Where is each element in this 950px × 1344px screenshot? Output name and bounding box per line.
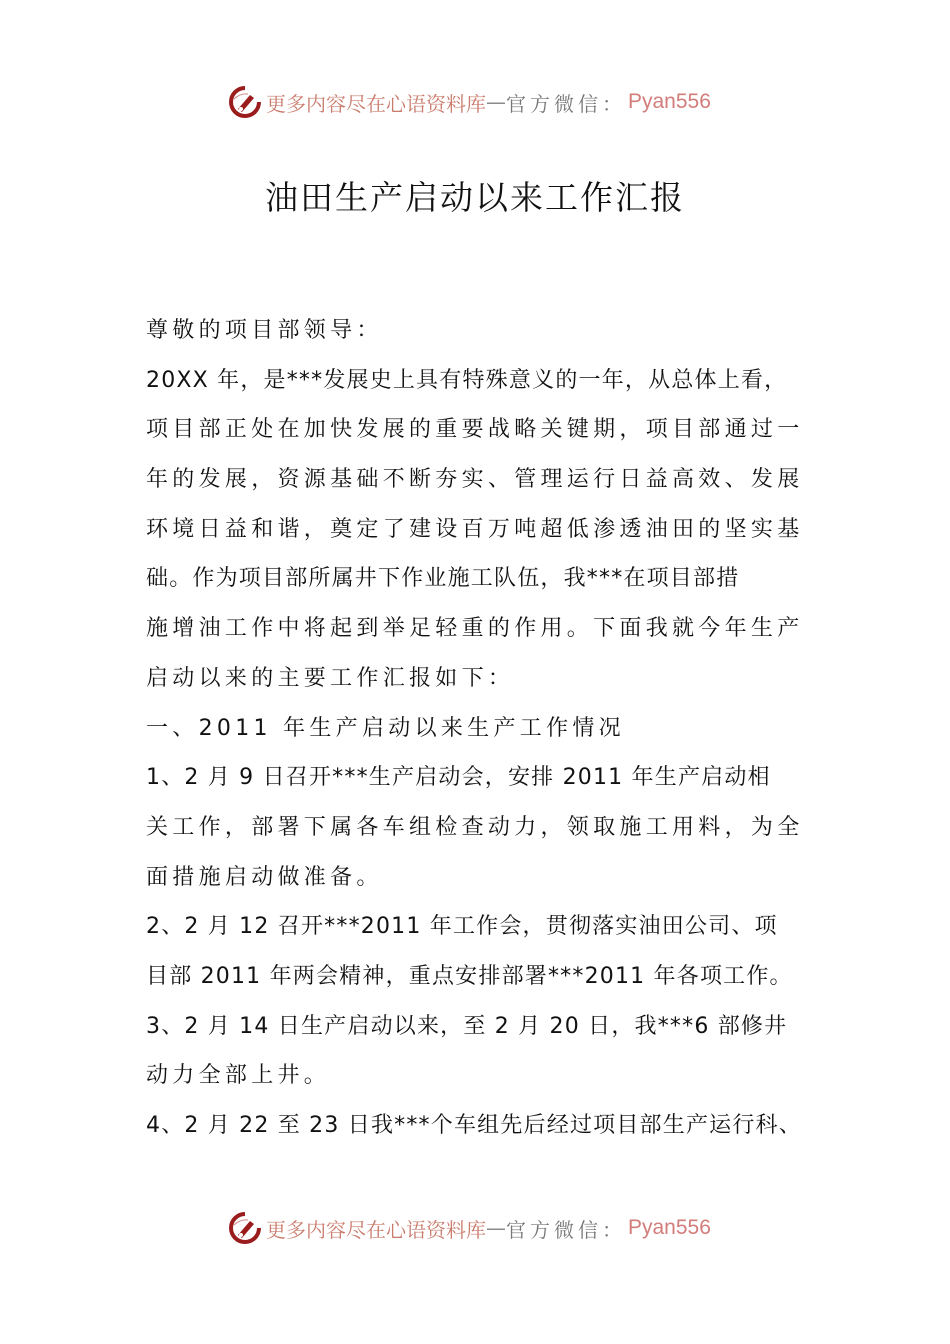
list-item-line: 动力全部上井。 [146,1063,331,1089]
list-item-line: 目部 2011 年两会精神，重点安排部署***2011 年各项工作。 [146,963,793,989]
watermark-dash: — [486,1216,506,1240]
watermark-wechat-id: Pyan556 [628,1216,711,1239]
document-title: 油田生产启动以来工作汇报 [265,178,685,217]
watermark-official-label: 官方微信： [506,1217,626,1242]
paragraph-line: 年的发展，资源基础不断夯实、管理运行日益高效、发展 [146,467,804,493]
footer-watermark [228,1208,711,1248]
document-body [146,309,812,1154]
section-heading: 一、2011 年生产启动以来生产工作情况 [146,715,625,741]
list-item-line: 2、2 月 12 召开***2011 年工作会，贯彻落实油田公司、项 [146,914,778,940]
list-item-line: 3、2 月 14 日生产启动以来，至 2 月 20 日，我***6 部修井 [146,1013,788,1039]
list-item-line: 1、2 月 9 日召开***生产启动会，安排 2011 年生产启动相 [146,765,771,791]
paragraph-line: 项目部正处在加快发展的重要战略关键期，项目部通过一 [146,417,804,443]
list-item-line: 面措施启动做准备。 [146,864,383,890]
watermark-text: 更多内容尽在心语资料库 [266,91,486,116]
paragraph-line: 环境日益和谐，奠定了建设百万吨超低渗透油田的坚实基 [146,516,804,542]
paragraph-line: 20XX 年，是***发展史上具有特殊意义的一年，从总体上看， [146,367,788,393]
list-item-line: 4、2 月 22 至 23 日我***个车组先后经过项目部生产运行科、 [146,1113,802,1138]
pen-nib-logo-icon [228,1211,262,1245]
watermark-official-label: 官方微信： [506,91,626,116]
watermark-dash: — [486,90,506,114]
pen-nib-logo-icon [228,85,262,119]
watermark-wechat-id: Pyan556 [628,90,711,113]
paragraph-line: 施增油工作中将起到举足轻重的作用。下面我就今年生产 [146,616,804,642]
list-item-line: 关工作，部署下属各车组检查动力，领取施工用料，为全 [146,814,804,840]
paragraph-line: 础。作为项目部所属井下作业施工队伍，我***在项目部措 [146,566,740,592]
header-watermark [228,82,711,122]
paragraph-line: 启动以来的主要工作汇报如下： [146,665,515,691]
salutation: 尊敬的项目部领导： [146,318,383,343]
watermark-text: 更多内容尽在心语资料库 [266,1217,486,1242]
